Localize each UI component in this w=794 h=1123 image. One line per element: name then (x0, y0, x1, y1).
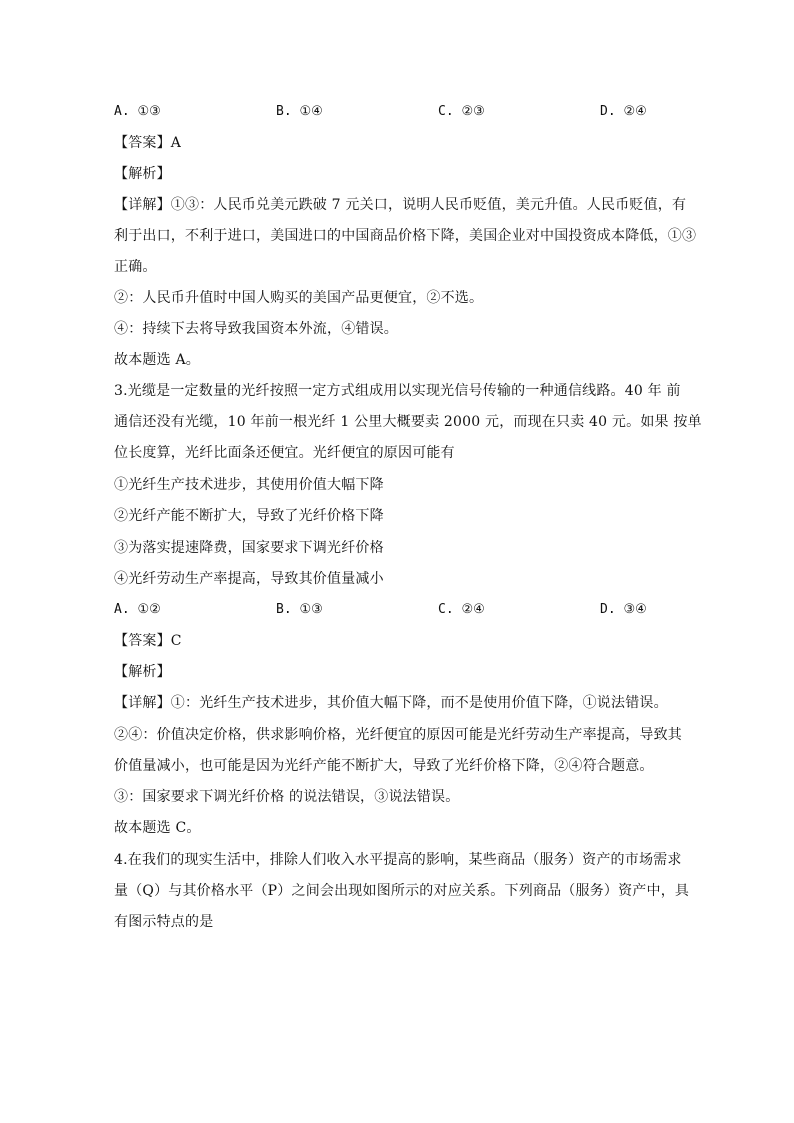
q3-detail-line: 【详解】①：光纤生产技术进步，其价值大幅下降，而不是使用价值下降，①说法错误。 (114, 695, 668, 711)
q2-option-a: A. ①③ (114, 104, 161, 119)
q3-stem-line: 通信还没有光缆，10 年前一根光纤 1 公里大概要卖 2000 元，而现在只卖 40 元。如果 按单 (114, 414, 702, 430)
q3-statement-2: ②光纤产能不断扩大，导致了光纤价格下降 (114, 508, 384, 524)
q2-answer: 【答案】A (114, 135, 182, 151)
q3-stem-line: 3.光缆是一定数量的光纤按照一定方式组成用以实现光信号传输的一种通信线路。40 年 前 (114, 383, 681, 399)
q2-option-d: D. ②④ (600, 104, 647, 119)
q3-detail-line: 故本题选 C。 (114, 820, 201, 836)
q2-option-c: C. ②③ (438, 104, 485, 119)
q4-stem-line: 量（Q）与其价格水平（P）之间会出现如图所示的对应关系。下列商品（服务）资产中，具 (114, 883, 690, 899)
q3-statement-3: ③为落实提速降费，国家要求下调光纤价格 (114, 540, 384, 556)
q2-detail-line: ④：持续下去将导致我国资本外流，④错误。 (114, 321, 398, 337)
q4-stem-line: 有图示特点的是 (114, 914, 214, 930)
q2-option-b: B. ①④ (276, 104, 323, 119)
q3-detail-line: ③：国家要求下调光纤价格 的说法错误，③说法错误。 (114, 789, 460, 805)
q2-detail-line: 故本题选 A。 (114, 352, 200, 368)
q3-option-a: A. ①② (114, 602, 161, 617)
q2-detail-line: 【详解】①③：人民币兑美元跌破 7 元关口，说明人民币贬值，美元升值。人民币贬值，有 (114, 197, 687, 213)
q3-stem-line: 位长度算，光纤比面条还便宜。光纤便宜的原因可能有 (114, 445, 455, 461)
q3-option-b: B. ①③ (276, 602, 323, 617)
q3-detail-line: 价值量减小，也可能是因为光纤产能不断扩大，导致了光纤价格下降，②④符合题意。 (114, 758, 654, 774)
q3-statement-1: ①光纤生产技术进步，其使用价值大幅下降 (114, 477, 384, 493)
q3-answer: 【答案】C (114, 633, 182, 649)
q2-detail-line: ②：人民币升值时中国人购买的美国产品更便宜，②不选。 (114, 290, 484, 306)
q3-analysis-heading: 【解析】 (114, 664, 171, 680)
q4-stem-line: 4.在我们的现实生活中，排除人们收入水平提高的影响，某些商品（服务）资产的市场需求 (114, 852, 682, 868)
q3-option-d: D. ③④ (600, 602, 647, 617)
q3-statement-4: ④光纤劳动生产率提高，导致其价值量减小 (114, 571, 384, 587)
q2-detail-line: 利于出口，不利于进口，美国进口的中国商品价格下降，美国企业对中国投资成本降低，①③ (114, 228, 697, 244)
q2-analysis-heading: 【解析】 (114, 166, 171, 182)
q3-detail-line: ②④：价值决定价格，供求影响价格，光纤便宜的原因可能是光纤劳动生产率提高，导致其 (114, 727, 682, 743)
q3-option-c: C. ②④ (438, 602, 485, 617)
q2-detail-line: 正确。 (114, 259, 157, 275)
